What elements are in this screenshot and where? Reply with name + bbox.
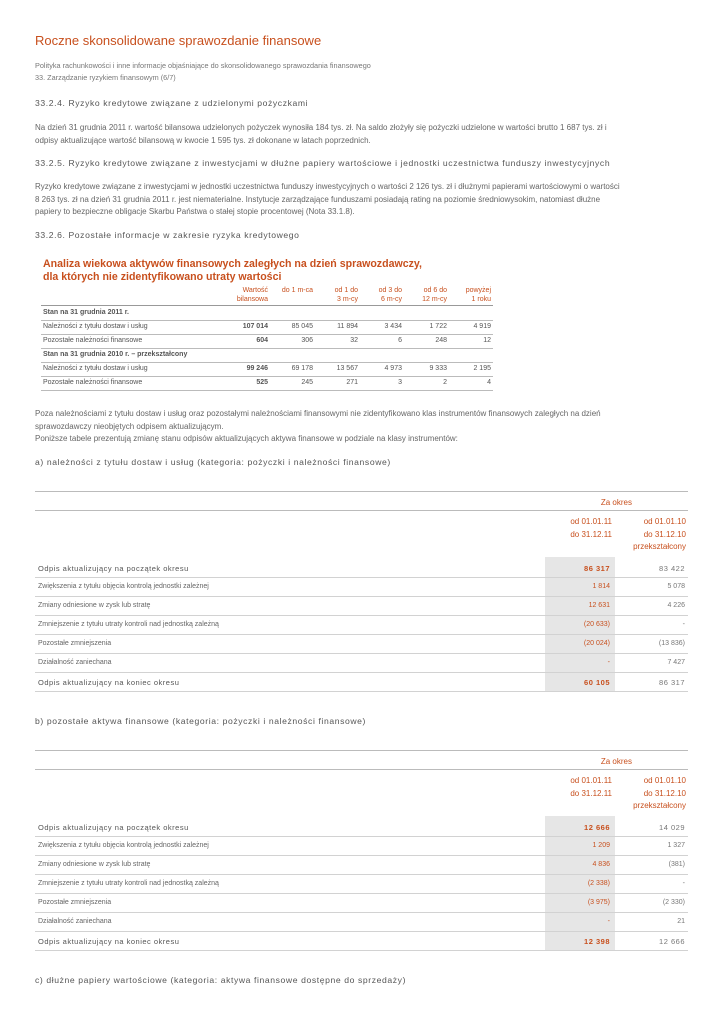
heading-investments: 33.2.5. Ryzyko kredytowe związane z inwestycjami w dłużne papiery wartościowe i jednostki uczestnictwa funduszy inwestycyjnych bbox=[35, 158, 611, 168]
paragraph-investments: Ryzyko kredytowe związane z inwestycjami w jednostki uczestnictwa funduszy inwestycyjnych o wartości 2 126 tys. zł i dłużnymi papierami wartościowymi o wartości 8 263 tys. zł na dzień 31 grudnia 2011 r. jest niematerialne. Instytucje zarządzające funduszami posiadają rating na poziomie średniowysokim, natomiast dłużne papiery to bezpieczne obligacje Skarbu Państwa o stałej stopie procentowej (Nota 33.1.8). bbox=[35, 182, 620, 216]
breadcrumb-note: 33. Zarządzanie ryzykiem finansowym (6/7) bbox=[35, 73, 176, 82]
period-column-header: od 01.01.10 do 31.12.10 przekształcony bbox=[633, 517, 686, 551]
table-row: Odpis aktualizujący na początek okresu 86 317 83 422 bbox=[35, 558, 688, 578]
table-row: Zmniejszenie z tytułu utraty kontroli nad jednostką zależną (20 633) - bbox=[35, 615, 688, 635]
aging-section-row: Stan na 31 grudnia 2010 r. – przekształcony bbox=[41, 349, 493, 363]
table-row: Zwiększenia z tytułu objęcia kontrolą jednostki zależnej 1 209 1 327 bbox=[35, 836, 688, 856]
period-column-header: od 01.01.10 do 31.12.10 przekształcony bbox=[633, 776, 686, 810]
aging-col-header: od 1 do 3 m-cy bbox=[334, 287, 358, 303]
heading-loans: 33.2.4. Ryzyko kredytowe związane z udzielonymi pożyczkami bbox=[35, 98, 309, 108]
period-header: Za okres bbox=[600, 757, 632, 766]
aging-col-header: Wartość bilansowa bbox=[236, 287, 268, 303]
table-row: Działalność zaniechana - 21 bbox=[35, 912, 688, 932]
aging-row: Należności z tytułu dostaw i usług 99 246 69 178 13 567 4 973 9 333 2 195 bbox=[41, 363, 493, 377]
page-title: Roczne skonsolidowane sprawozdanie finansowe bbox=[35, 33, 322, 48]
caption-table-c: c) dłużne papiery wartościowe (kategoria: aktywa finansowe dostępne do sprzedaży) bbox=[35, 975, 407, 985]
table-row: Zmiany odniesione w zysk lub stratę 12 631 4 226 bbox=[35, 596, 688, 616]
paragraph-impairment-intro: Poza należnościami z tytułu dostaw i usług oraz pozostałymi należnościami finansowymi nie zidentyfikowano klas instrumentów finansowych zaległych na dzień sprawozdawczy nieobjętych odpisem aktualizującym. Poniższe tabele prezentują zmianę stanu odpisów aktualizujących aktywa finansowe w podziale na klasy instrumentów: bbox=[35, 409, 601, 443]
period-column-header: od 01.01.11 do 31.12.11 bbox=[570, 776, 612, 798]
aging-row: Pozostałe należności finansowe 525 245 271 3 2 4 bbox=[41, 377, 493, 391]
table-row: Zwiększenia z tytułu objęcia kontrolą jednostki zależnej 1 814 5 078 bbox=[35, 577, 688, 597]
table-row: Pozostałe zmniejszenia (3 975) (2 330) bbox=[35, 893, 688, 913]
table-row: Zmniejszenie z tytułu utraty kontroli nad jednostką zależną (2 338) - bbox=[35, 874, 688, 894]
table-row: Odpis aktualizujący na koniec okresu 60 105 86 317 bbox=[35, 672, 688, 692]
aging-row: Pozostałe należności finansowe 604 306 32 6 248 12 bbox=[41, 335, 493, 349]
aging-section-row: Stan na 31 grudnia 2011 r. bbox=[41, 307, 493, 321]
heading-other-credit-info: 33.2.6. Pozostałe informacje w zakresie ryzyka kredytowego bbox=[35, 230, 300, 240]
caption-table-a: a) należności z tytułu dostaw i usług (kategoria: pożyczki i należności finansowe) bbox=[35, 457, 391, 467]
table-row: Odpis aktualizujący na początek okresu 12 666 14 029 bbox=[35, 817, 688, 837]
paragraph-loans: Na dzień 31 grudnia 2011 r. wartość bilansowa udzielonych pożyczek wynosiła 184 tys. zł. Na saldo złożyły się pożyczki udzielone w wartości brutto 1 687 tys. zł i odpisy aktualizujące wartość bilansową w kwocie 1 595 tys. zł dokonane w latach poprzednich. bbox=[35, 123, 607, 145]
table-row: Zmiany odniesione w zysk lub stratę 4 836 (381) bbox=[35, 855, 688, 875]
aging-col-header: od 3 do 6 m-cy bbox=[378, 287, 402, 303]
table-row: Działalność zaniechana - 7 427 bbox=[35, 653, 688, 673]
aging-col-header: powyżej 1 roku bbox=[465, 287, 491, 303]
aging-col-header: od 6 do 12 m-cy bbox=[422, 287, 447, 303]
table-row: Pozostałe zmniejszenia (20 024) (13 836) bbox=[35, 634, 688, 654]
aging-col-header: do 1 m-ca bbox=[281, 287, 313, 294]
aging-row: Należności z tytułu dostaw i usług 107 014 85 045 11 894 3 434 1 722 4 919 bbox=[41, 321, 493, 335]
aging-table-title: Analiza wiekowa aktywów finansowych zaległych na dzień sprawozdawczy, dla których nie zidentyfikowano utraty wartości bbox=[43, 258, 422, 283]
table-row: Odpis aktualizujący na koniec okresu 12 398 12 666 bbox=[35, 931, 688, 951]
caption-table-b: b) pozostałe aktywa finansowe (kategoria: pożyczki i należności finansowe) bbox=[35, 716, 367, 726]
breadcrumb-section: Polityka rachunkowości i inne informacje objaśniające do skonsolidowanego sprawozdania finansowego bbox=[35, 61, 371, 70]
period-column-header: od 01.01.11 do 31.12.11 bbox=[570, 517, 612, 539]
period-header: Za okres bbox=[600, 498, 632, 507]
